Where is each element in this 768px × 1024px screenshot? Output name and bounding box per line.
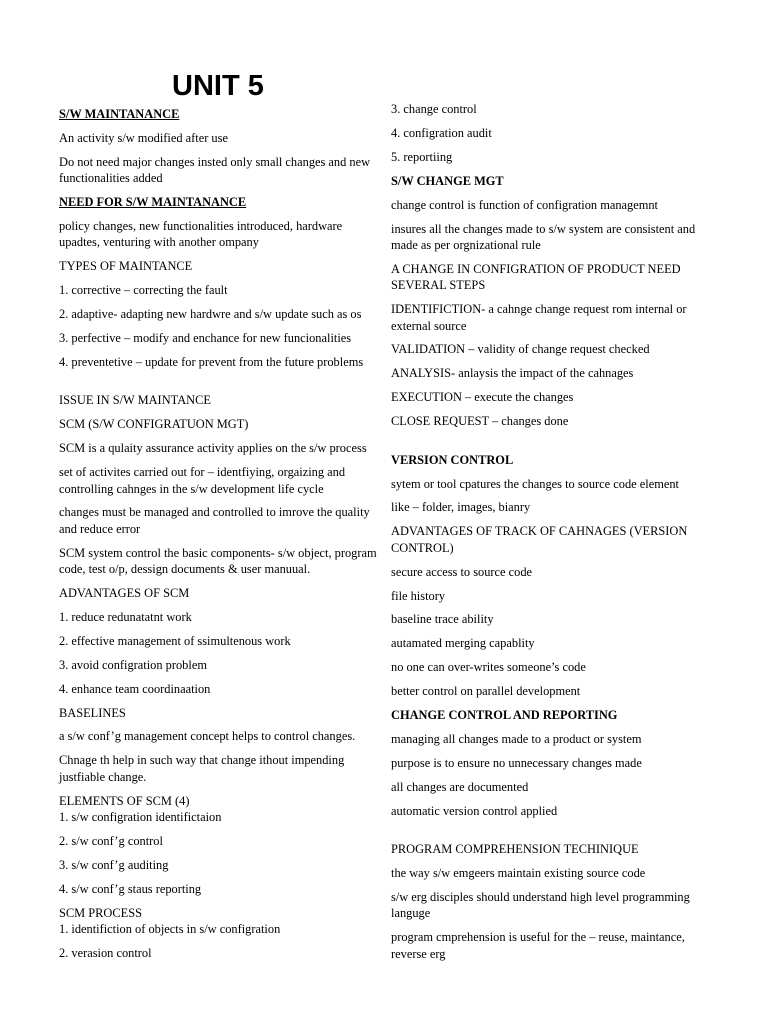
text-line-types-of-maintance: TYPES OF MAINTANCE (59, 259, 193, 274)
text-line-5-reportiing: 5. reportiing (391, 149, 453, 164)
text-line-baselines: BASELINES (59, 705, 126, 720)
text-line-like-folder-images-bianry: like – folder, images, bianry (391, 500, 531, 515)
text-line-4-preventetive-update-for-prevent-from-t: 4. preventetive – update for prevent from the future problems (59, 354, 364, 369)
text-line-policy-changes-new-functionalities-intro: policy changes, new functionalities introduced, hardware upadtes, venturing with another ompany (59, 219, 343, 250)
text-line-3-change-control: 3. change control (391, 102, 477, 116)
text-line-4-s-w-conf-g-staus-reporting: 4. s/w conf’g staus reporting (59, 881, 202, 896)
text-line-2-adaptive-adapting-new-hardwre-and-s-w-: 2. adaptive- adapting new hardwre and s/w update such as os (59, 307, 362, 322)
text-line-all-changes-are-documented: all changes are documented (391, 779, 529, 794)
text-line-secure-access-to-source-code: secure access to source code (391, 564, 533, 579)
left-column (59, 106, 377, 969)
text-line-scm-system-control-the-basic-components-: SCM system control the basic components- s/w object, program code, test o/p, dessign documents & user manuual. (59, 545, 377, 577)
text-line-changes-must-be-managed-and-controlled-t: changes must be managed and controlled to imrove the quality and reduce error (59, 505, 370, 536)
text-line-analysis-anlaysis-the-impact-of-the-cahn: ANALYSIS- anlaysis the impact of the cahnages (391, 366, 634, 381)
text-line-scm-is-a-qulaity-assurance-activity-appl: SCM is a qulaity assurance activity applies on the s/w process (59, 441, 367, 456)
text-line-do-not-need-major-changes-insted-only-sm: Do not need major changes insted only small changes and new functionalities added (59, 154, 371, 186)
text-line-4-configration-audit: 4. configration audit (391, 125, 492, 140)
text-line-elements-of-scm-4: ELEMENTS OF SCM (4) (59, 793, 190, 808)
section-heading-s-w-maintanance: S/W MAINTANANCE (59, 107, 180, 121)
text-line-an-activity-s-w-modified-after-use: An activity s/w modified after use (59, 130, 228, 145)
text-line-better-control-on-parallel-development: better control on parallel development (391, 684, 581, 699)
page-title: UNIT 5 (172, 70, 264, 102)
text-line-1-identifiction-of-objects-in-s-w-config: 1. identifiction of objects in s/w configration (59, 922, 281, 937)
text-line-close-request-changes-done: CLOSE REQUEST – changes done (391, 414, 569, 429)
text-line-issue-in-s-w-maintance: ISSUE IN S/W MAINTANCE (59, 393, 211, 408)
text-line-no-one-can-over-writes-someone-s-code: no one can over-writes someone’s code (391, 660, 586, 675)
text-line-managing-all-changes-made-to-a-product-o: managing all changes made to a product or system (391, 731, 642, 746)
text-line-s-w-erg-disciples-should-understand-high: s/w erg disciples should understand high level programming languge (391, 889, 690, 921)
text-line-insures-all-the-changes-made-to-s-w-syst: insures all the changes made to s/w system are consistent and made as per orgnizational rule (391, 221, 696, 252)
text-line-4-enhance-team-coordinaation: 4. enhance team coordinaation (59, 681, 211, 696)
text-line-advantages-of-scm: ADVANTAGES OF SCM (59, 586, 190, 601)
right-column (391, 101, 709, 970)
text-line-chnage-th-help-in-such-way-that-change-i: Chnage th help in such way that change ithout impending justfiable change. (59, 753, 345, 784)
text-line-advantages-of-track-of-cahnages-version-: ADVANTAGES OF TRACK OF CAHNAGES (VERSION CONTROL) (391, 524, 688, 555)
text-line-file-history: file history (391, 588, 446, 603)
text-line-a-s-w-conf-g-management-concept-helps-to: a s/w conf’g management concept helps to control changes. (59, 729, 356, 744)
text-line-scm-process: SCM PROCESS (59, 905, 142, 920)
section-heading-change-control-and-reporting: CHANGE CONTROL AND REPORTING (391, 708, 618, 723)
section-heading-s-w-change-mgt: S/W CHANGE MGT (391, 173, 504, 188)
text-line-3-s-w-conf-g-auditing: 3. s/w conf’g auditing (59, 857, 169, 872)
text-line-program-cmprehension-is-useful-for-the-r: program cmprehension is useful for the – reuse, maintance, reverse erg (391, 930, 685, 961)
text-line-a-change-in-configration-of-product-need: A CHANGE IN CONFIGRATION OF PRODUCT NEED SEVERAL STEPS (391, 261, 681, 293)
text-line-set-of-activites-carried-out-for-identfi: set of activites carried out for – identfiying, orgaizing and controlling cahnges in the s/w development life cycle (59, 465, 346, 496)
text-line-1-s-w-configration-identifictaion: 1. s/w configration identifictaion (59, 810, 222, 825)
text-line-identifiction-a-cahnge-change-request-ro: IDENTIFICTION- a cahnge change request rom internal or external source (391, 302, 687, 333)
text-line-execution-execute-the-changes: EXECUTION – execute the changes (391, 390, 574, 405)
text-line-1-corrective-correcting-the-fault: 1. corrective – correcting the fault (59, 283, 228, 298)
text-line-2-s-w-conf-g-control: 2. s/w conf’g control (59, 834, 163, 848)
text-line-the-way-s-w-emgeers-maintain-existing-so: the way s/w emgeers maintain existing source code (391, 866, 646, 880)
section-heading-version-control: VERSION CONTROL (391, 452, 514, 467)
text-line-baseline-trace-ability: baseline trace ability (391, 612, 494, 627)
section-heading-need-for-s-w-maintanance: NEED FOR S/W MAINTANANCE (59, 195, 247, 210)
text-line-scm-s-w-configratuon-mgt: SCM (S/W CONFIGRATUON MGT) (59, 417, 249, 432)
text-line-automatic-version-control-applied: automatic version control applied (391, 803, 558, 818)
text-line-purpose-is-to-ensure-no-unnecessary-chan: purpose is to ensure no unnecessary changes made (391, 755, 642, 770)
text-line-autamated-merging-capablity: autamated merging capablity (391, 636, 535, 651)
text-line-2-effective-management-of-ssimultenous-w: 2. effective management of ssimultenous work (59, 633, 291, 648)
text-line-sytem-or-tool-cpatures-the-changes-to-so: sytem or tool cpatures the changes to source code element (391, 476, 679, 491)
text-line-2-verasion-control: 2. verasion control (59, 946, 152, 961)
text-line-1-reduce-redunatatnt-work: 1. reduce redunatatnt work (59, 609, 192, 624)
text-line-3-perfective-modify-and-enchance-for-new: 3. perfective – modify and enchance for new funcionalities (59, 331, 352, 346)
text-line-change-control-is-function-of-configrati: change control is function of configration managemnt (391, 197, 659, 212)
text-line-3-avoid-configration-problem: 3. avoid configration problem (59, 657, 207, 672)
text-line-validation-validity-of-change-request-ch: VALIDATION – validity of change request checked (391, 342, 650, 357)
text-line-program-comprehension-techinique: PROGRAM COMPREHENSION TECHINIQUE (391, 842, 639, 857)
